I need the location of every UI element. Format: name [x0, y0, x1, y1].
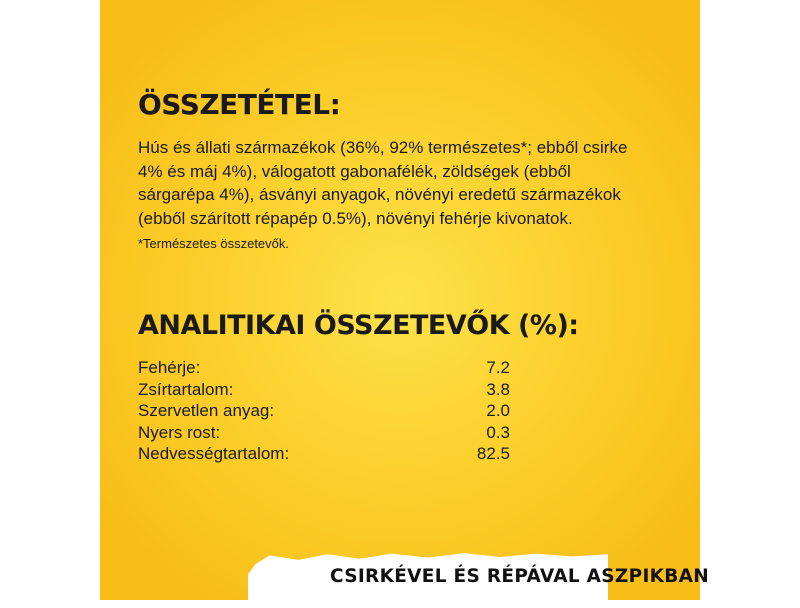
label-panel [100, 0, 700, 600]
composition-line: Hús és állati származékok (36%, 92% természetes*; ebből csirke [138, 138, 628, 157]
row-value: 0.3 [486, 422, 510, 442]
composition-text [138, 136, 678, 230]
row-label: Fehérje: [138, 358, 201, 377]
row-value: 7.2 [486, 358, 510, 377]
analytical-table [138, 358, 510, 466]
row-value: 2.0 [486, 401, 510, 420]
composition-line: 4% és máj 4%), válogatott gabonafélék, zöldségek (ebből [138, 161, 571, 181]
row-label: Nedvességtartalom: [138, 444, 290, 463]
row-value: 82.5 [476, 444, 510, 463]
row-label: Szervetlen anyag: [138, 401, 275, 420]
table-row [138, 423, 510, 445]
composition-line: sárgarépa 4%), ásványi anyagok, növényi eredetű származékok [138, 185, 621, 204]
table-row [138, 358, 510, 380]
table-row [138, 380, 510, 402]
product-banner-text: CSIRKÉVEL ÉS RÉPÁVAL ASZPIKBAN [330, 566, 710, 587]
table-row [138, 401, 510, 423]
composition-title: ÖSSZETÉTEL: [138, 88, 341, 121]
row-label: Nyers rost: [138, 422, 221, 442]
row-label: Zsírtartalom: [138, 379, 234, 399]
composition-footnote: *Természetes összetevők. [138, 236, 290, 251]
analytical-title: ANALITIKAI ÖSSZETEVŐK (%): [138, 310, 579, 341]
row-value: 3.8 [486, 379, 510, 399]
table-row [138, 444, 510, 466]
composition-line: (ebből szárított répapép 0.5%), növényi fehérje kivonatok. [138, 208, 573, 228]
